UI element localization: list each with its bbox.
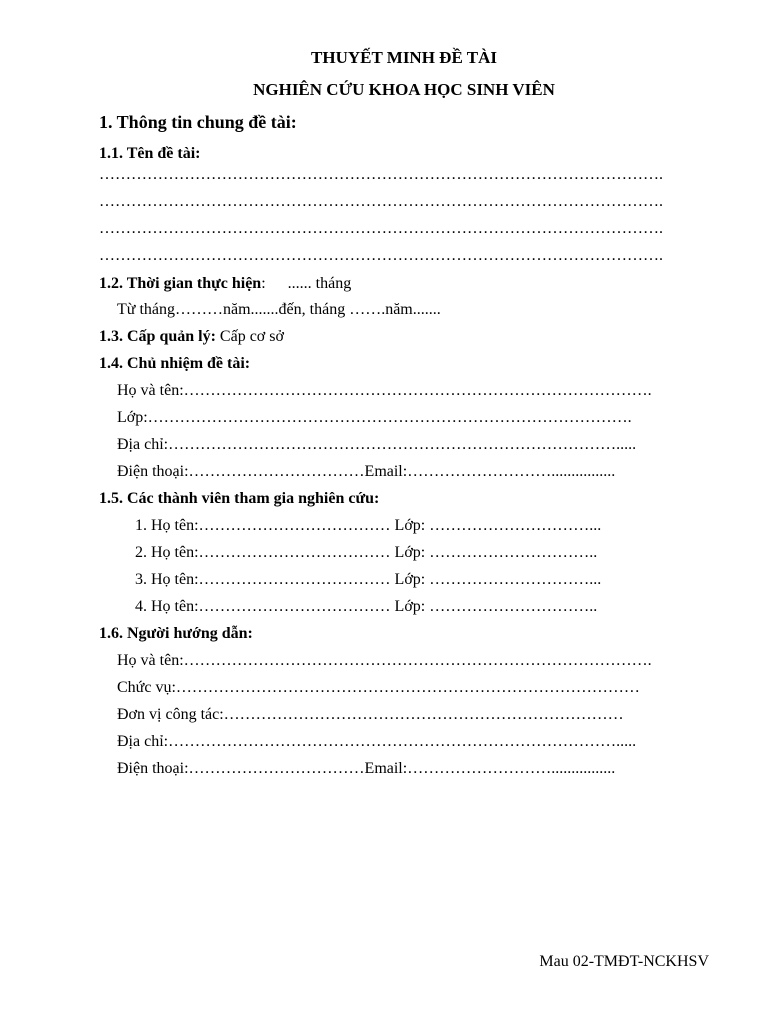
member-row: 4. Họ tên:……………………………… Lớp: ………………………….. xyxy=(135,598,598,615)
section-1-4-label: 1.4. Chủ nhiệm đề tài: xyxy=(99,355,251,372)
section-1-3-row xyxy=(99,327,284,347)
advisor-position-field: Chức vụ:…………………………………………………………………………… xyxy=(117,679,640,696)
leader-address-field: Địa chỉ:…………………………………………………………………………..... xyxy=(117,436,637,453)
topic-name-line-2: ……………………………………………………………………………………………. xyxy=(99,193,663,210)
topic-name-line-1: ……………………………………………………………………………………………. xyxy=(99,166,663,183)
member-row: 2. Họ tên:……………………………… Lớp: ………………………….. xyxy=(135,544,598,561)
duration-range: Từ tháng………năm.......đến, tháng …….năm....... xyxy=(117,301,441,318)
topic-name-line-4: ……………………………………………………………………………………………. xyxy=(99,247,663,264)
document-title: THUYẾT MINH ĐỀ TÀI xyxy=(311,48,497,67)
section-1-5-label: 1.5. Các thành viên tham gia nghiên cứu: xyxy=(99,490,380,507)
section-1-2-label: 1.2. Thời gian thực hiện xyxy=(99,275,262,292)
advisor-address-field: Địa chỉ:…………………………………………………………………………..... xyxy=(117,733,637,750)
form-code: Mau 02-TMĐT-NCKHSV xyxy=(539,953,709,970)
section-1-heading: 1. Thông tin chung đề tài: xyxy=(99,112,297,132)
section-1-1-label: 1.1. Tên đề tài: xyxy=(99,145,201,162)
member-row: 1. Họ tên:……………………………… Lớp: …………………………... xyxy=(135,517,602,534)
leader-class-field: Lớp:………………………………………………………………………………. xyxy=(117,409,632,426)
topic-name-line-3: ……………………………………………………………………………………………. xyxy=(99,220,663,237)
document-subtitle: NGHIÊN CỨU KHOA HỌC SINH VIÊN xyxy=(253,80,555,99)
advisor-unit-field: Đơn vị công tác:………………………………………………………………… xyxy=(117,706,624,723)
advisor-name-field: Họ và tên:……………………………………………………………………………. xyxy=(117,652,652,669)
leader-name-field: Họ và tên:……………………………………………………………………………. xyxy=(117,382,652,399)
member-row: 3. Họ tên:……………………………… Lớp: …………………………... xyxy=(135,571,602,588)
leader-phone-email-field: Điện thoại:……………………………Email:………………………................ xyxy=(117,463,616,480)
section-1-2-row xyxy=(99,274,351,294)
section-1-6-label: 1.6. Người hướng dẫn: xyxy=(99,625,253,642)
management-level-value: Cấp cơ sở xyxy=(219,328,284,345)
section-1-2-colon: : xyxy=(261,275,266,292)
duration-value: ...... tháng xyxy=(287,275,352,292)
section-1-3-label: 1.3. Cấp quản lý: xyxy=(99,328,216,345)
advisor-phone-email-field: Điện thoại:……………………………Email:………………………................ xyxy=(117,760,616,777)
